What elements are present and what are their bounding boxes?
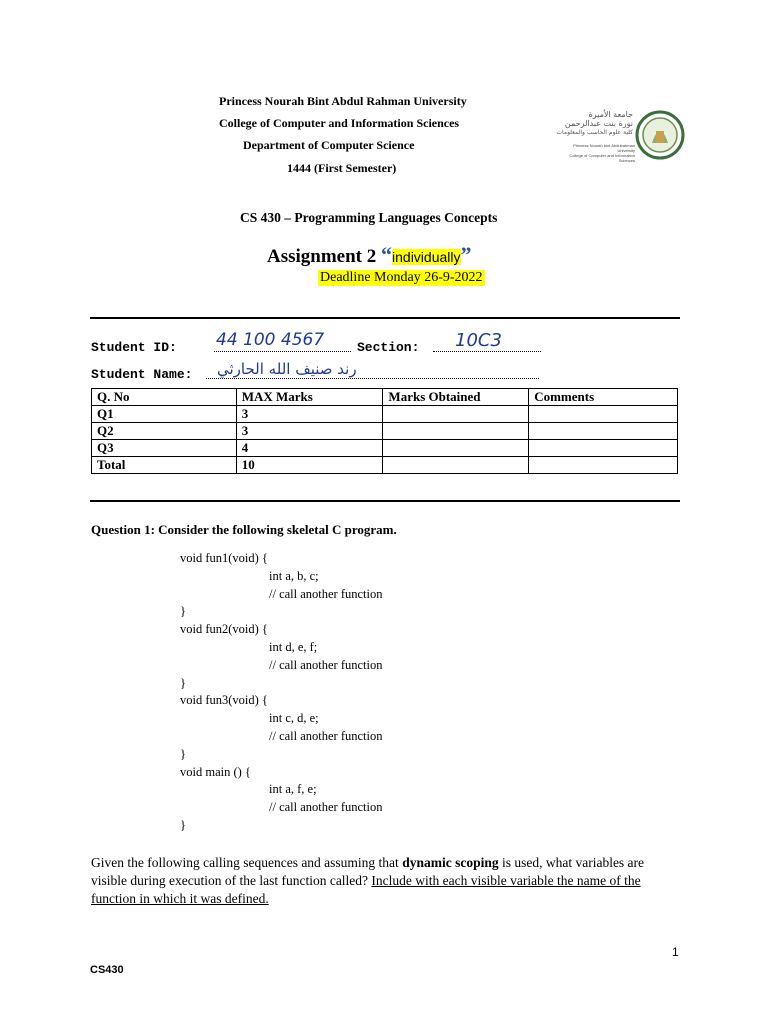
code-line: } xyxy=(180,675,186,690)
marks-table xyxy=(91,388,678,474)
code-line: // call another function xyxy=(269,657,383,672)
marks-obtained-cell[interactable] xyxy=(383,423,529,440)
close-quote: ” xyxy=(460,242,472,267)
marks-obtained-cell[interactable] xyxy=(383,457,529,474)
max-marks-cell: 10 xyxy=(236,457,383,474)
code-line: // call another function xyxy=(269,800,383,815)
code-line: // call another function xyxy=(269,728,383,743)
max-marks-cell: 4 xyxy=(236,440,383,457)
marks-obtained-cell[interactable] xyxy=(383,440,529,457)
table-row xyxy=(92,457,678,474)
header-max-marks: MAX Marks xyxy=(236,389,383,406)
table-row xyxy=(92,406,678,423)
max-marks-cell: 3 xyxy=(236,423,383,440)
page-number: 1 xyxy=(672,945,679,959)
para-bold: dynamic scoping xyxy=(402,855,499,870)
section-label: Section: xyxy=(357,340,420,355)
header-comments: Comments xyxy=(529,389,678,406)
logo-english-line2: College of Computer and Information Sciences xyxy=(569,153,635,163)
logo-arabic-line3: كلية علوم الحاسب والمعلومات xyxy=(556,129,633,136)
comments-cell[interactable] xyxy=(529,457,678,474)
university-logo xyxy=(555,105,685,165)
student-id-value: 44 100 4567 xyxy=(216,330,325,350)
code-line: // call another function xyxy=(269,586,383,601)
code-line: int c, d, e; xyxy=(269,711,319,726)
university-name: Princess Nourah Bint Abdul Rahman University xyxy=(219,94,467,108)
code-line: void main () { xyxy=(180,764,251,779)
footer-course-code: CS430 xyxy=(90,964,124,976)
logo-english-line1: Princess Nourah bint Abdulrahman University xyxy=(573,143,635,153)
q-no-cell: Q1 xyxy=(92,406,237,423)
assignment-label: Assignment 2 xyxy=(267,246,377,267)
student-id-label: Student ID: xyxy=(91,340,177,355)
para-text-1: Given the following calling sequences and assuming that xyxy=(91,855,403,870)
code-line: int d, e, f; xyxy=(269,639,318,654)
max-marks-cell: 3 xyxy=(236,406,383,423)
comments-cell[interactable] xyxy=(529,423,678,440)
code-line: } xyxy=(180,604,186,619)
code-line: int a, f, e; xyxy=(269,782,317,797)
department-name: Department of Computer Science xyxy=(243,138,415,152)
assignment-title xyxy=(267,242,472,268)
para-text-2: is used, what variables are visible during execution of the last function called? xyxy=(91,855,645,888)
open-quote: “ xyxy=(381,242,393,267)
individually-label: individually xyxy=(392,249,461,265)
deadline: Deadline Monday 26-9-2022 xyxy=(320,270,483,285)
question1-heading: Question 1: Consider the following skeletal C program. xyxy=(91,522,397,537)
college-name: College of Computer and Information Sciences xyxy=(219,116,460,130)
q-no-cell: Q3 xyxy=(92,440,237,457)
code-line: void fun3(void) { xyxy=(180,693,268,708)
semester: 1444 (First Semester) xyxy=(287,161,397,175)
student-name-label: Student Name: xyxy=(91,367,193,382)
q-no-cell: Q2 xyxy=(92,423,237,440)
q-no-cell: Total xyxy=(92,457,237,474)
code-line: } xyxy=(180,746,186,761)
table-header-row xyxy=(92,389,678,406)
code-line: void fun1(void) { xyxy=(180,551,268,565)
code-line: void fun2(void) { xyxy=(180,622,268,637)
bottom-divider xyxy=(90,500,680,502)
code-line: int a, b, c; xyxy=(269,568,319,583)
para-underlined: Include with each visible variable the name of the function in which it was defined. xyxy=(91,873,641,906)
course-title: CS 430 – Programming Languages Concepts xyxy=(240,210,498,225)
question1-paragraph xyxy=(91,854,651,908)
code-block xyxy=(180,550,383,835)
marks-obtained-cell[interactable] xyxy=(383,406,529,423)
section-value: 10C3 xyxy=(455,330,502,351)
top-divider xyxy=(90,317,680,319)
header-marks-obtained: Marks Obtained xyxy=(383,389,529,406)
comments-cell[interactable] xyxy=(529,440,678,457)
logo-arabic-line1: جامعة الأميرة xyxy=(588,110,633,119)
code-line: } xyxy=(180,817,186,832)
header-q-no: Q. No xyxy=(92,389,237,406)
table-row xyxy=(92,440,678,457)
comments-cell[interactable] xyxy=(529,406,678,423)
logo-arabic-line2: نورة بنت عبدالرحمن xyxy=(564,119,633,128)
student-name-value: رند صنيف الله الحارثي xyxy=(217,360,357,378)
table-row xyxy=(92,423,678,440)
